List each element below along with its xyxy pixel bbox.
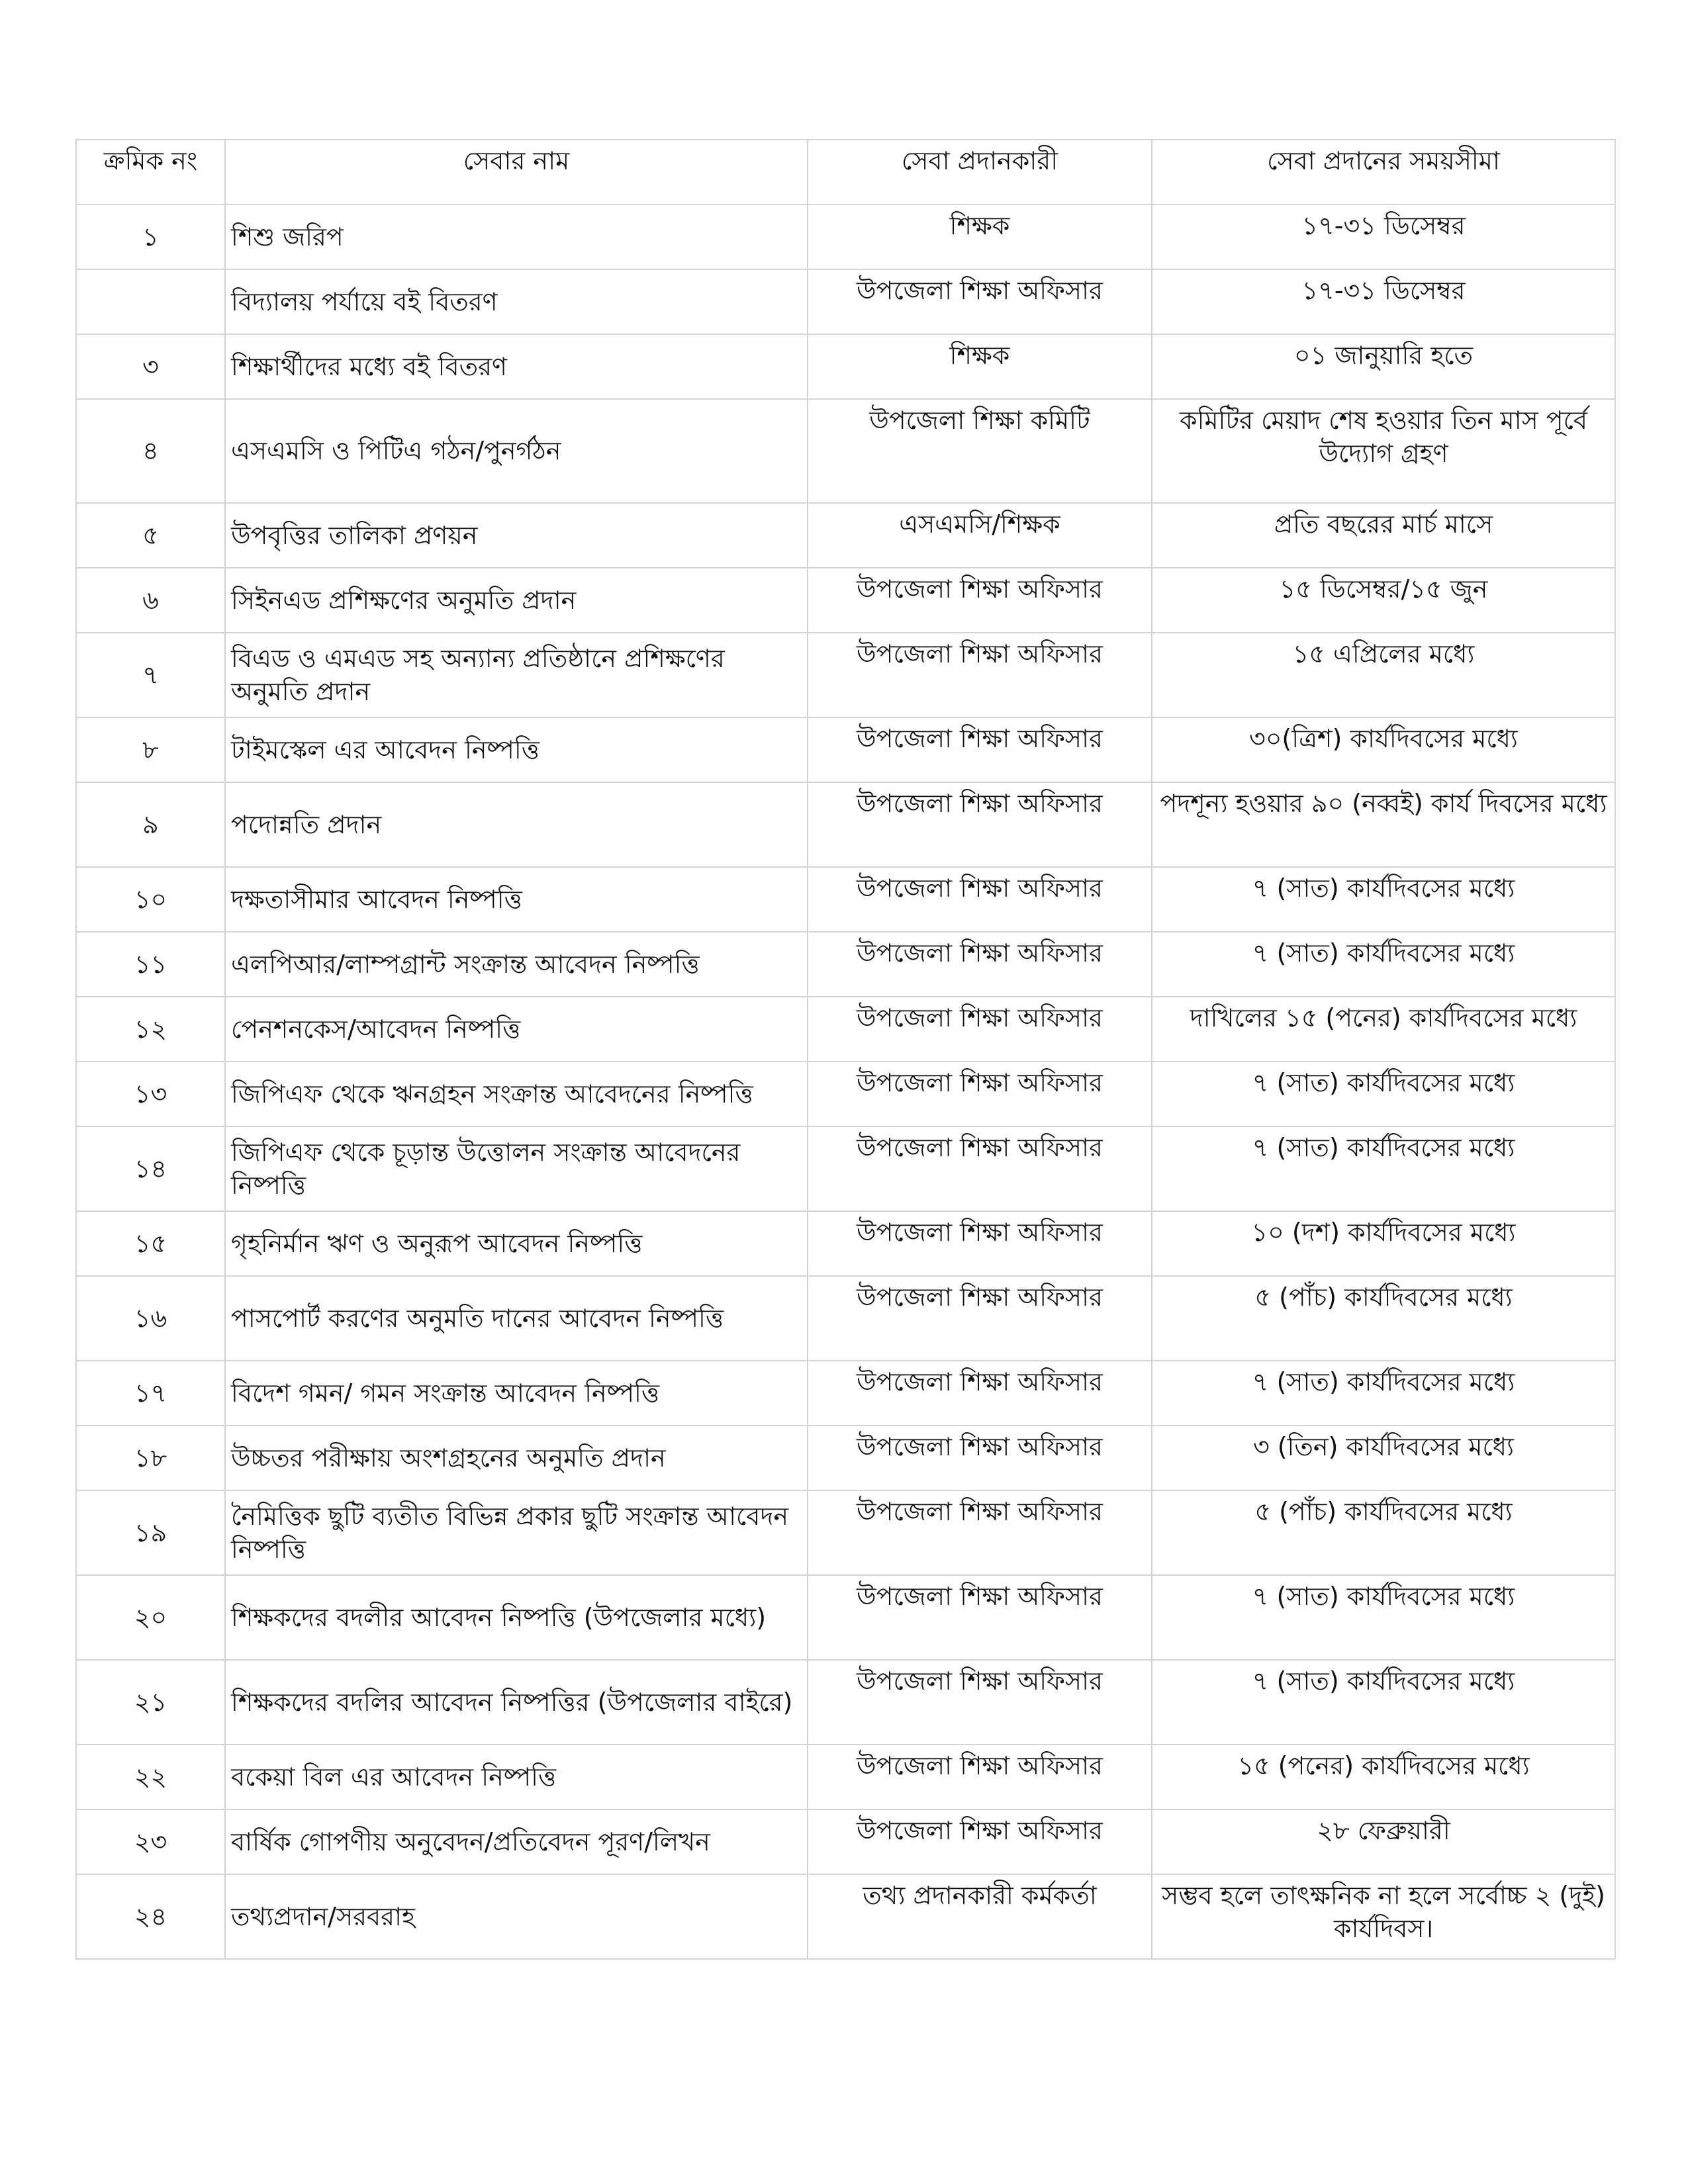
row-service: পদোন্নতি প্রদান: [225, 782, 808, 867]
table-row: [76, 1660, 1615, 1745]
table-row: [76, 1874, 1615, 1959]
row-service: বিদ্যালয় পর্যায়ে বই বিতরণ: [225, 269, 808, 334]
row-service: জিপিএফ থেকে চূড়ান্ত উত্তোলন সংক্রান্ত আবেদনের নিষ্পত্তি: [225, 1126, 808, 1211]
row-time: ৭ (সাত) কার্যদিবসের মধ্যে: [1152, 1062, 1615, 1126]
row-provider: উপজেলা শিক্ষা অফিসার: [808, 1426, 1152, 1490]
table-header-row: [76, 140, 1615, 205]
row-serial: ৬: [76, 568, 225, 633]
header-service-name: সেবার নাম: [225, 140, 808, 205]
row-service: পাসপোর্ট করণের অনুমতি দানের আবেদন নিষ্পত্তি: [225, 1276, 808, 1361]
row-service: টাইমস্কেল এর আবেদন নিষ্পত্তি: [225, 717, 808, 782]
row-time: ৭ (সাত) কার্যদিবসের মধ্যে: [1152, 1660, 1615, 1745]
table-row: [76, 1211, 1615, 1276]
header-serial: ক্রমিক নং: [76, 140, 225, 205]
row-serial: ৯: [76, 782, 225, 867]
row-provider: উপজেলা শিক্ষা অফিসার: [808, 1490, 1152, 1575]
table-row: [76, 997, 1615, 1062]
row-service: পেনশনকেস/আবেদন নিষ্পত্তি: [225, 997, 808, 1062]
row-provider: উপজেলা শিক্ষা অফিসার: [808, 867, 1152, 932]
service-table: [75, 139, 1616, 1960]
row-service: গৃহনির্মান ঋণ ও অনুরূপ আবেদন নিষ্পত্তি: [225, 1211, 808, 1276]
table-row: [76, 1426, 1615, 1490]
row-provider: উপজেলা শিক্ষা অফিসার: [808, 1211, 1152, 1276]
table-row: [76, 1361, 1615, 1426]
row-time: ৫ (পাঁচ) কার্যদিবসের মধ্যে: [1152, 1490, 1615, 1575]
row-service: দক্ষতাসীমার আবেদন নিষ্পত্তি: [225, 867, 808, 932]
table-row: [76, 1809, 1615, 1874]
row-provider: উপজেলা শিক্ষা অফিসার: [808, 1126, 1152, 1211]
row-time: ১৫ (পনের) কার্যদিবসের মধ্যে: [1152, 1745, 1615, 1809]
table-row: [76, 1745, 1615, 1809]
row-serial: ৫: [76, 503, 225, 568]
row-service: জিপিএফ থেকে ঋনগ্রহন সংক্রান্ত আবেদনের নিষ্পত্তি: [225, 1062, 808, 1126]
table-row: [76, 1276, 1615, 1361]
table-row: [76, 1062, 1615, 1126]
table-row: [76, 1126, 1615, 1211]
row-time: প্রতি বছরের মার্চ মাসে: [1152, 503, 1615, 568]
row-time: ২৮ ফেব্রুয়ারী: [1152, 1809, 1615, 1874]
table-row: [76, 633, 1615, 717]
row-time: ১৭-৩১ ডিসেম্বর: [1152, 205, 1615, 269]
table-row: [76, 269, 1615, 334]
row-provider: উপজেলা শিক্ষা অফিসার: [808, 1809, 1152, 1874]
row-provider: উপজেলা শিক্ষা অফিসার: [808, 997, 1152, 1062]
row-provider: উপজেলা শিক্ষা অফিসার: [808, 1361, 1152, 1426]
table-row: [76, 503, 1615, 568]
row-service: শিক্ষকদের বদলির আবেদন নিষ্পত্তির (উপজেলার বাইরে): [225, 1660, 808, 1745]
row-serial: ২২: [76, 1745, 225, 1809]
row-provider: উপজেলা শিক্ষা অফিসার: [808, 1276, 1152, 1361]
row-serial: ৭: [76, 633, 225, 717]
row-serial: ১৯: [76, 1490, 225, 1575]
row-serial: [76, 269, 225, 334]
row-time: কমিটির মেয়াদ শেষ হওয়ার তিন মাস পূর্বে উদ্যোগ গ্রহণ: [1152, 399, 1615, 503]
row-provider: উপজেলা শিক্ষা অফিসার: [808, 633, 1152, 717]
row-service: বিদেশ গমন/ গমন সংক্রান্ত আবেদন নিষ্পত্তি: [225, 1361, 808, 1426]
row-time: পদশূন্য হওয়ার ৯০ (নব্বই) কার্য দিবসের মধ্যে: [1152, 782, 1615, 867]
row-serial: ১৩: [76, 1062, 225, 1126]
row-provider: শিক্ষক: [808, 205, 1152, 269]
row-provider: উপজেলা শিক্ষা অফিসার: [808, 1575, 1152, 1660]
row-provider: উপজেলা শিক্ষা অফিসার: [808, 1745, 1152, 1809]
row-service: এলপিআর/লাম্পগ্রান্ট সংক্রান্ত আবেদন নিষ্পত্তি: [225, 932, 808, 997]
row-serial: ১৮: [76, 1426, 225, 1490]
table-row: [76, 782, 1615, 867]
row-service: উচ্চতর পরীক্ষায় অংশগ্রহনের অনুমতি প্রদান: [225, 1426, 808, 1490]
row-service: সিইনএড প্রশিক্ষণের অনুমতি প্রদান: [225, 568, 808, 633]
row-provider: উপজেলা শিক্ষা অফিসার: [808, 1660, 1152, 1745]
row-time: ৩০(ত্রিশ) কার্যদিবসের মধ্যে: [1152, 717, 1615, 782]
row-provider: উপজেলা শিক্ষা অফিসার: [808, 782, 1152, 867]
row-time: ৩ (তিন) কার্যদিবসের মধ্যে: [1152, 1426, 1615, 1490]
table-row: [76, 717, 1615, 782]
row-serial: ১৭: [76, 1361, 225, 1426]
row-time: ৭ (সাত) কার্যদিবসের মধ্যে: [1152, 1575, 1615, 1660]
table-row: [76, 1575, 1615, 1660]
row-provider: উপজেলা শিক্ষা অফিসার: [808, 717, 1152, 782]
row-time: ১০ (দশ) কার্যদিবসের মধ্যে: [1152, 1211, 1615, 1276]
row-provider: উপজেলা শিক্ষা কমিটি: [808, 399, 1152, 503]
header-provider: সেবা প্রদানকারী: [808, 140, 1152, 205]
row-time: ১৫ এপ্রিলের মধ্যে: [1152, 633, 1615, 717]
table-row: [76, 399, 1615, 503]
row-time: সম্ভব হলে তাৎক্ষনিক না হলে সর্বোচ্চ ২ (দুই) কার্যদিবস।: [1152, 1874, 1615, 1959]
row-serial: ১৬: [76, 1276, 225, 1361]
table-row: [76, 334, 1615, 399]
row-service: বকেয়া বিল এর আবেদন নিষ্পত্তি: [225, 1745, 808, 1809]
table-row: [76, 1490, 1615, 1575]
row-provider: উপজেলা শিক্ষা অফিসার: [808, 932, 1152, 997]
row-serial: ১৫: [76, 1211, 225, 1276]
row-provider: উপজেলা শিক্ষা অফিসার: [808, 269, 1152, 334]
row-provider: তথ্য প্রদানকারী কর্মকর্তা: [808, 1874, 1152, 1959]
row-serial: ১২: [76, 997, 225, 1062]
row-service: শিক্ষার্থীদের মধ্যে বই বিতরণ: [225, 334, 808, 399]
row-serial: ৪: [76, 399, 225, 503]
row-service: শিশু জরিপ: [225, 205, 808, 269]
row-serial: ২৩: [76, 1809, 225, 1874]
row-time: দাখিলের ১৫ (পনের) কার্যদিবসের মধ্যে: [1152, 997, 1615, 1062]
header-time-limit: সেবা প্রদানের সময়সীমা: [1152, 140, 1615, 205]
row-serial: ১১: [76, 932, 225, 997]
row-time: ৭ (সাত) কার্যদিবসের মধ্যে: [1152, 1361, 1615, 1426]
row-provider: উপজেলা শিক্ষা অফিসার: [808, 1062, 1152, 1126]
row-provider: এসএমসি/শিক্ষক: [808, 503, 1152, 568]
row-serial: ২৪: [76, 1874, 225, 1959]
table-row: [76, 867, 1615, 932]
row-service: এসএমসি ও পিটিএ গঠন/পুনর্গঠন: [225, 399, 808, 503]
row-time: ৭ (সাত) কার্যদিবসের মধ্যে: [1152, 1126, 1615, 1211]
row-service: বিএড ও এমএড সহ অন্যান্য প্রতিষ্ঠানে প্রশিক্ষণের অনুমতি প্রদান: [225, 633, 808, 717]
row-time: ৭ (সাত) কার্যদিবসের মধ্যে: [1152, 932, 1615, 997]
row-time: ৭ (সাত) কার্যদিবসের মধ্যে: [1152, 867, 1615, 932]
row-service: শিক্ষকদের বদলীর আবেদন নিষ্পত্তি (উপজেলার মধ্যে): [225, 1575, 808, 1660]
row-service: উপবৃত্তির তালিকা প্রণয়ন: [225, 503, 808, 568]
row-service: নৈমিত্তিক ছুটি ব্যতীত বিভিন্ন প্রকার ছুটি সংক্রান্ত আবেদন নিষ্পত্তি: [225, 1490, 808, 1575]
row-serial: ১৪: [76, 1126, 225, 1211]
row-serial: ৩: [76, 334, 225, 399]
row-serial: ১০: [76, 867, 225, 932]
row-provider: শিক্ষক: [808, 334, 1152, 399]
table-row: [76, 205, 1615, 269]
row-time: ১৭-৩১ ডিসেম্বর: [1152, 269, 1615, 334]
row-serial: ২০: [76, 1575, 225, 1660]
row-time: ৫ (পাঁচ) কার্যদিবসের মধ্যে: [1152, 1276, 1615, 1361]
row-provider: উপজেলা শিক্ষা অফিসার: [808, 568, 1152, 633]
table-row: [76, 568, 1615, 633]
row-serial: ২১: [76, 1660, 225, 1745]
row-time: ০১ জানুয়ারি হতে: [1152, 334, 1615, 399]
row-time: ১৫ ডিসেম্বর/১৫ জুন: [1152, 568, 1615, 633]
row-service: বার্ষিক গোপণীয় অনুবেদন/প্রতিবেদন পূরণ/লিখন: [225, 1809, 808, 1874]
row-service: তথ্যপ্রদান/সরবরাহ: [225, 1874, 808, 1959]
row-serial: ১: [76, 205, 225, 269]
row-serial: ৮: [76, 717, 225, 782]
table-row: [76, 932, 1615, 997]
